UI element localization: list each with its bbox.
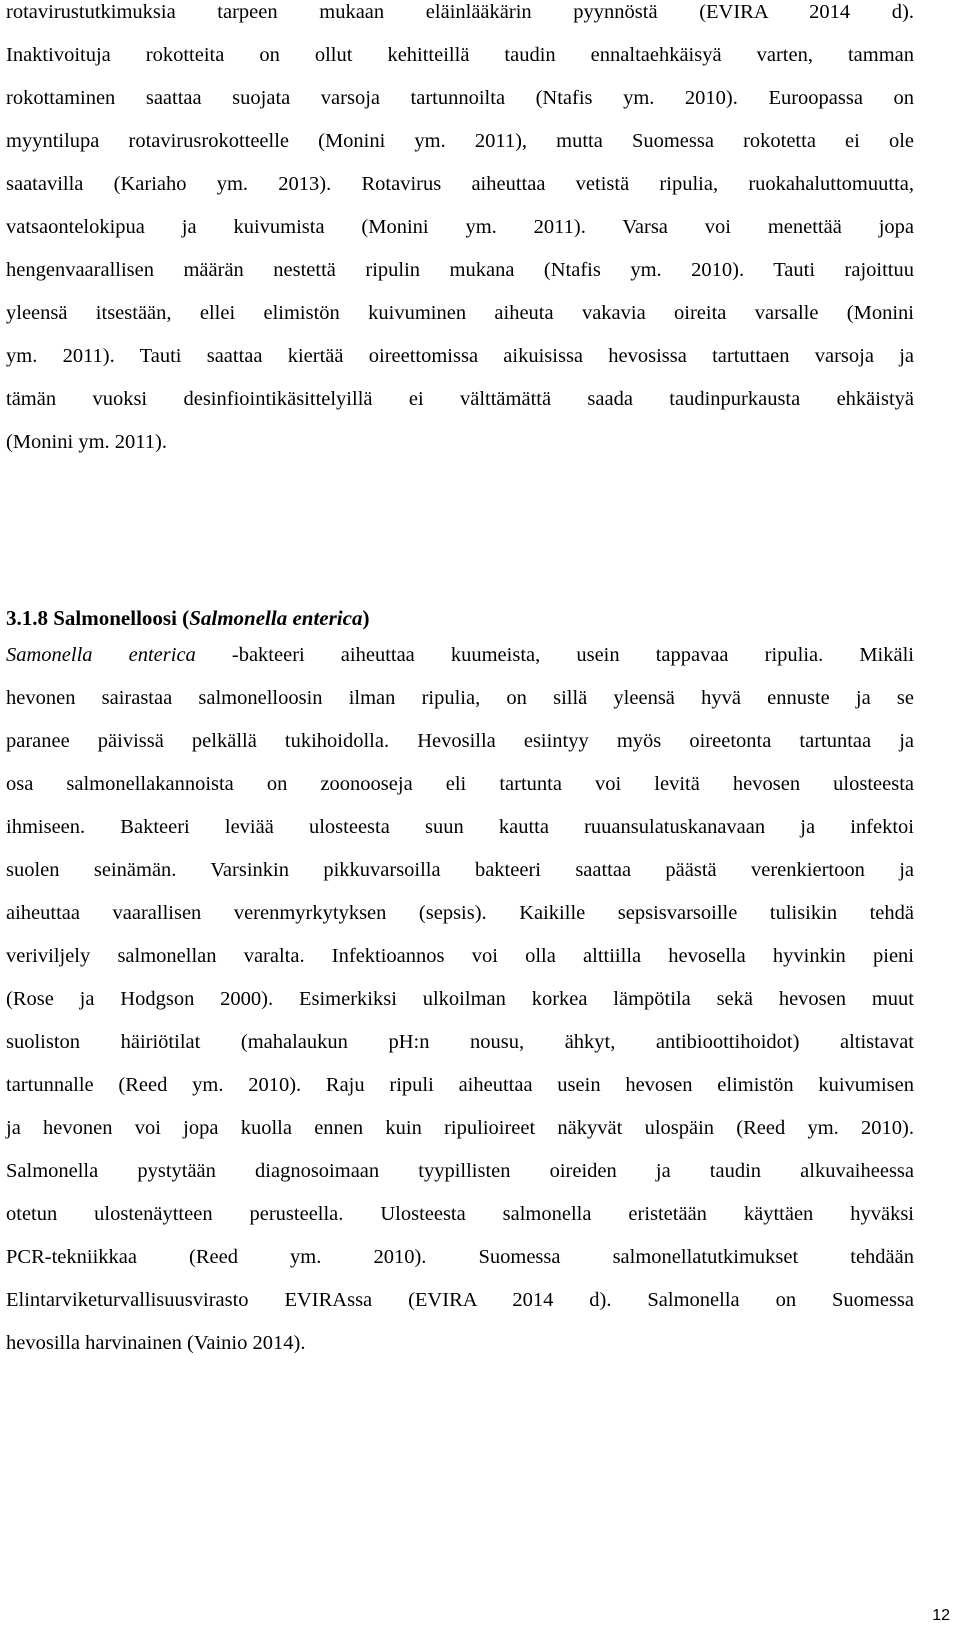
text-line: suolen seinämän. Varsinkin pikkuvarsoilla bakteeri saattaa päästä verenkiertoon ja bbox=[6, 859, 914, 881]
text-line bbox=[6, 643, 914, 686]
species-name: Samonella enterica bbox=[6, 644, 196, 666]
text-line: veriviljely salmonellan varalta. Infektioannos voi olla alttiilla hevosella hyvinkin pieni bbox=[6, 945, 914, 967]
text-line: hengenvaarallisen määrän nestettä ripulin mukana (Ntafis ym. 2010). Tauti rajoittuu bbox=[6, 259, 914, 281]
paragraph-salmonella bbox=[6, 643, 914, 1374]
text-line: rotavirustutkimuksia tarpeen mukaan eläinlääkärin pyynnöstä (EVIRA 2014 d). bbox=[6, 1, 914, 23]
text-line: suoliston häiriötilat (mahalaukun pH:n nousu, ähkyt, antibioottihoidot) altistavat bbox=[6, 1031, 914, 1053]
text-line: otetun ulostenäytteen perusteella. Ulosteesta salmonella eristetään käyttäen hyväksi bbox=[6, 1203, 914, 1225]
text-line: yleensä itsestään, ellei elimistön kuivuminen aiheuta vakavia oireita varsalle (Monini bbox=[6, 302, 914, 324]
text-line: hevonen sairastaa salmonelloosin ilman ripulia, on sillä yleensä hyvä ennuste ja se bbox=[6, 687, 914, 709]
text-line: hevosilla harvinainen (Vainio 2014). bbox=[6, 1332, 306, 1354]
text-line: PCR-tekniikkaa (Reed ym. 2010). Suomessa salmonellatutkimukset tehdään bbox=[6, 1246, 914, 1268]
text-line: Elintarviketurvallisuusvirasto EVIRAssa (EVIRA 2014 d). Salmonella on Suomessa bbox=[6, 1289, 914, 1311]
text-line: (Monini ym. 2011). bbox=[6, 431, 167, 453]
text-line: myyntilupa rotavirusrokotteelle (Monini ym. 2011), mutta Suomessa rokotetta ei ole bbox=[6, 130, 914, 152]
text-line: Salmonella pystytään diagnosoimaan tyypillisten oireiden ja taudin alkuvaiheessa bbox=[6, 1160, 914, 1182]
text-line: saatavilla (Kariaho ym. 2013). Rotavirus aiheuttaa vetistä ripulia, ruokahaluttomuutta, bbox=[6, 173, 914, 195]
page-number: 12 bbox=[932, 1607, 950, 1624]
heading-suffix: ) bbox=[362, 606, 370, 630]
text-line: osa salmonellakannoista on zoonooseja eli tartunta voi levitä hevosen ulosteesta bbox=[6, 773, 914, 795]
paragraph-rotavirus bbox=[6, 0, 914, 473]
text-line-rest: -bakteeri aiheuttaa kuumeista, usein tappavaa ripulia. Mikäli bbox=[195, 644, 914, 666]
text-line: ihmiseen. Bakteeri leviää ulosteesta suun kautta ruuansulatuskanavaan ja infektoi bbox=[6, 816, 914, 838]
text-line: vatsaontelokipua ja kuivumista (Monini ym. 2011). Varsa voi menettää jopa bbox=[6, 216, 914, 238]
text-line: Inaktivoituja rokotteita on ollut kehitteillä taudin ennaltaehkäisyä varten, tamman bbox=[6, 44, 914, 66]
text-line: tartunnalle (Reed ym. 2010). Raju ripuli aiheuttaa usein hevosen elimistön kuivumisen bbox=[6, 1074, 914, 1096]
heading-prefix: 3.1.8 Salmonelloosi ( bbox=[6, 606, 190, 630]
text-line: ym. 2011). Tauti saattaa kiertää oireettomissa aikuisissa hevosissa tartuttaen varsoja ja bbox=[6, 345, 914, 367]
text-line: ja hevonen voi jopa kuolla ennen kuin ripulioireet näkyvät ulospäin (Reed ym. 2010). bbox=[6, 1117, 914, 1139]
section-heading bbox=[6, 606, 369, 630]
text-line: paranee päivissä pelkällä tukihoidolla. Hevosilla esiintyy myös oireetonta tartuntaa ja bbox=[6, 730, 914, 752]
text-line: (Rose ja Hodgson 2000). Esimerkiksi ulkoilman korkea lämpötila sekä hevosen muut bbox=[6, 988, 914, 1010]
text-line: aiheuttaa vaarallisen verenmyrkytyksen (sepsis). Kaikille sepsisvarsoille tulisikin tehdä bbox=[6, 902, 914, 924]
text-line: tämän vuoksi desinfiointikäsittelyillä ei välttämättä saada taudinpurkausta ehkäistyä bbox=[6, 388, 914, 410]
text-line: rokottaminen saattaa suojata varsoja tartunnoilta (Ntafis ym. 2010). Euroopassa on bbox=[6, 87, 914, 109]
heading-italic: Salmonella enterica bbox=[189, 606, 363, 630]
